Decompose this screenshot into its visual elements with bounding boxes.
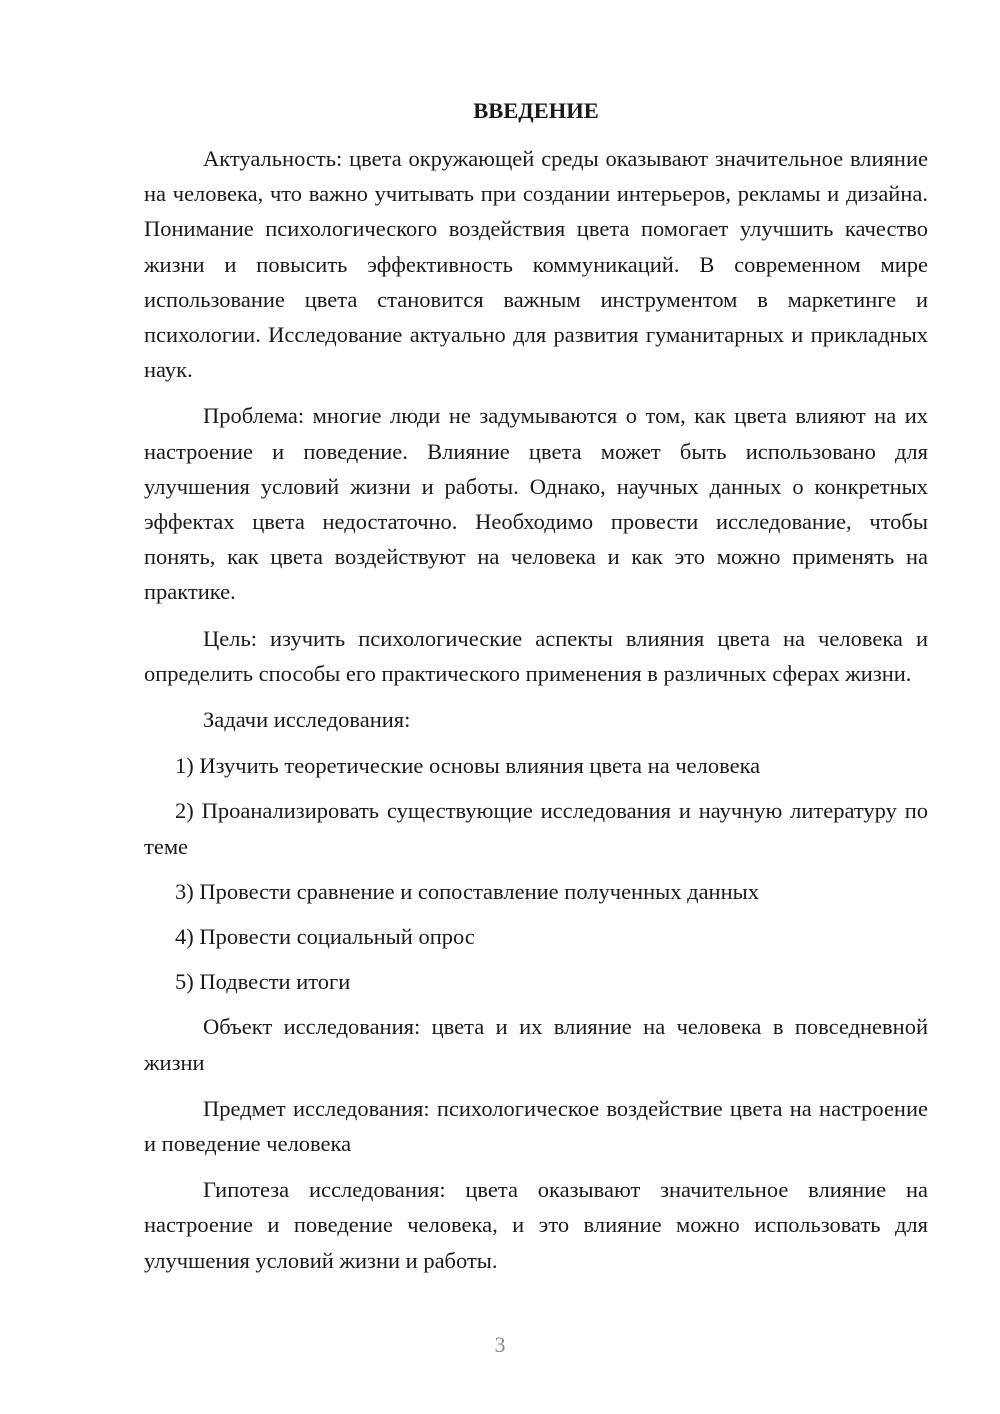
page-number: 3 [494, 1332, 506, 1357]
paragraph-relevance: Актуальность: цвета окружающей среды оказывают значительное влияние на человека, что важно учитывать при создании интерьеров, рекламы и дизайна. Понимание психологического воздействия цвета помогает улучшить качество жизни и повысить эффективность коммуникаций. В современном мире использование цвета становится важным инструментом в маркетинге и психологии. Исследование актуально для развития гуманитарных и прикладных наук. [144, 146, 928, 383]
paragraph-object: Объект исследования: цвета и их влияние на человека в повседневной жизни [144, 1014, 928, 1075]
paragraph-subject: Предмет исследования: психологическое воздействие цвета на настроение и поведение человека [144, 1095, 928, 1157]
task-item-2: 2) Проанализировать существующие исследования и научную литературу по теме [144, 798, 928, 859]
page-content [144, 93, 928, 1289]
tasks-heading: Задачи исследования: [203, 707, 411, 733]
task-item-3: 3) Провести сравнение и сопоставление полученных данных [175, 878, 760, 904]
task-item-5: 5) Подвести итоги [175, 969, 351, 995]
paragraph-hypothesis: Гипотеза исследования: цвета оказывают значительное влияние на настроение и поведение человека, и это влияние можно использовать для улучшения условий жизни и работы. [144, 1177, 928, 1273]
task-item-4: 4) Провести социальный опрос [175, 924, 475, 950]
task-item-1: 1) Изучить теоретические основы влияния цвета на человека [175, 753, 761, 779]
paragraph-goal: Цель: изучить психологические аспекты влияния цвета на человека и определить способы его практического применения в различных сферах жизни. [144, 625, 928, 686]
section-title: ВВЕДЕНИЕ [473, 98, 599, 123]
paragraph-problem: Проблема: многие люди не задумываются о том, как цвета влияют на их настроение и поведение. Влияние цвета может быть использовано для улучшения условий жизни и работы. Однако, научных данных о конкретных эффектах цвета недостаточно. Необходимо провести исследование, чтобы понять, как цвета воздействуют на человека и как это можно применять на практике. [144, 403, 928, 605]
